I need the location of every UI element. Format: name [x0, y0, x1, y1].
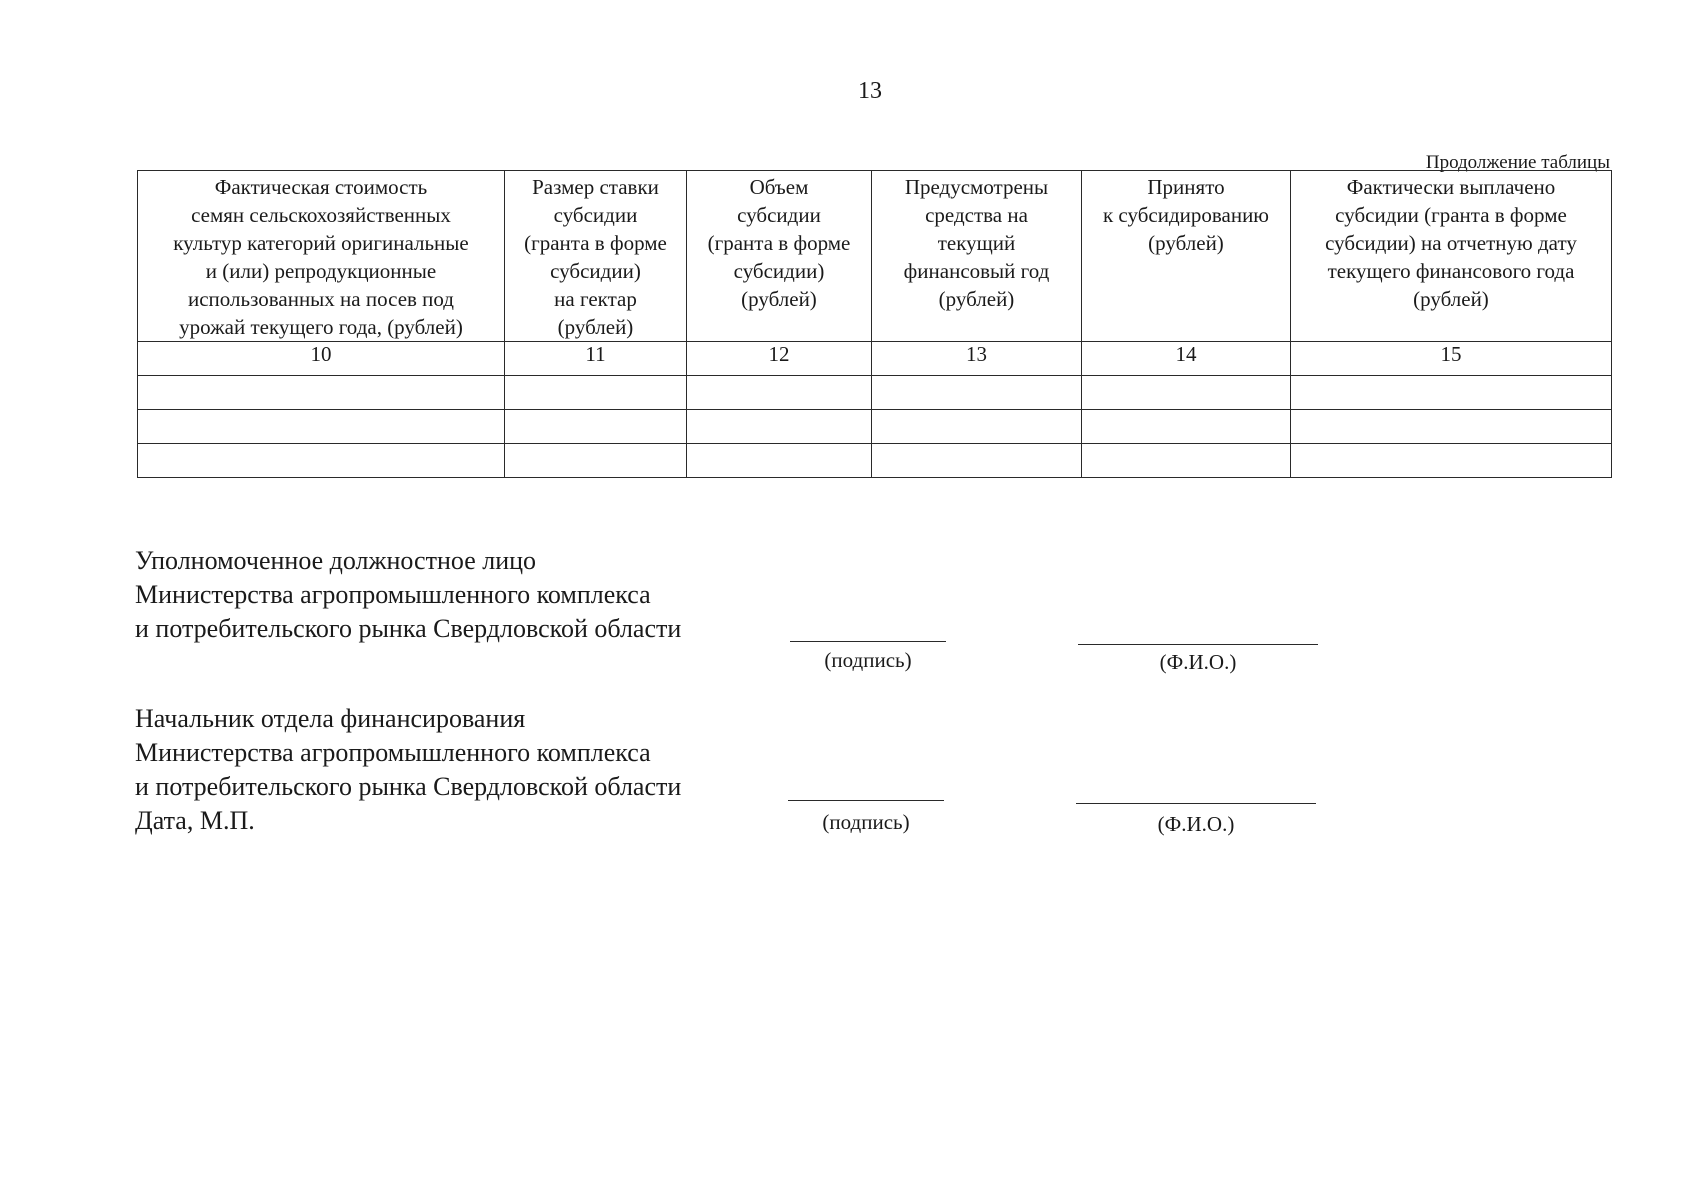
- empty-cell: [1291, 376, 1612, 410]
- subsidy-table: [137, 170, 1612, 478]
- header-cell: Объем субсидии (гранта в форме субсидии) (рублей): [687, 171, 872, 342]
- empty-cell: [872, 444, 1082, 478]
- column-number-cell: 12: [687, 342, 872, 376]
- signature-line: [790, 641, 946, 642]
- empty-cell: [1291, 444, 1612, 478]
- empty-cell: [1082, 444, 1291, 478]
- name-caption: (Ф.И.О.): [1157, 812, 1235, 836]
- column-number-cell: 14: [1082, 342, 1291, 376]
- header-cell: Фактически выплачено субсидии (гранта в форме субсидии) на отчетную дату текущего финансового года (рублей): [1291, 171, 1612, 342]
- table-continuation-label: Продолжение таблицы: [1425, 152, 1610, 173]
- empty-cell: [138, 376, 505, 410]
- column-number-cell: 13: [872, 342, 1082, 376]
- finance-head-title: Начальник отдела финансирования Министерства агропромышленного комплекса и потребительского рынка Свердловской области Дата, М.П.: [135, 704, 682, 835]
- column-number-cell: 15: [1291, 342, 1612, 376]
- authorized-official-title: Уполномоченное должностное лицо Министерства агропромышленного комплекса и потребительского рынка Свердловской области: [135, 546, 682, 643]
- empty-cell: [1291, 410, 1612, 444]
- table-row: [138, 410, 1612, 444]
- empty-cell: [138, 444, 505, 478]
- empty-cell: [1082, 376, 1291, 410]
- empty-cell: [138, 410, 505, 444]
- header-cell: Предусмотрены средства на текущий финансовый год (рублей): [872, 171, 1082, 342]
- table-row: [138, 376, 1612, 410]
- signature-caption: (подпись): [822, 810, 910, 834]
- empty-cell: [687, 444, 872, 478]
- column-number-cell: 10: [138, 342, 505, 376]
- signature-caption: (подпись): [824, 648, 912, 672]
- name-line: [1078, 644, 1318, 645]
- name-line: [1076, 803, 1316, 804]
- signature-line: [788, 800, 944, 801]
- empty-cell: [687, 376, 872, 410]
- empty-cell: [505, 410, 687, 444]
- empty-cell: [505, 444, 687, 478]
- header-cell: Размер ставки субсидии (гранта в форме субсидии) на гектар (рублей): [505, 171, 687, 342]
- name-caption: (Ф.И.О.): [1159, 650, 1237, 674]
- column-number-row: [138, 342, 1612, 376]
- page-number: 13: [858, 78, 882, 104]
- empty-cell: [1082, 410, 1291, 444]
- empty-cell: [872, 376, 1082, 410]
- empty-cell: [872, 410, 1082, 444]
- table-header-row: [138, 171, 1612, 342]
- column-number-cell: 11: [505, 342, 687, 376]
- table-row: [138, 444, 1612, 478]
- empty-cell: [505, 376, 687, 410]
- header-cell: Фактическая стоимость семян сельскохозяйственных культур категорий оригинальные и (или) репродукционные использованных на посев под урожай текущего года, (рублей): [138, 171, 505, 342]
- empty-cell: [687, 410, 872, 444]
- header-cell: Принято к субсидированию (рублей): [1082, 171, 1291, 342]
